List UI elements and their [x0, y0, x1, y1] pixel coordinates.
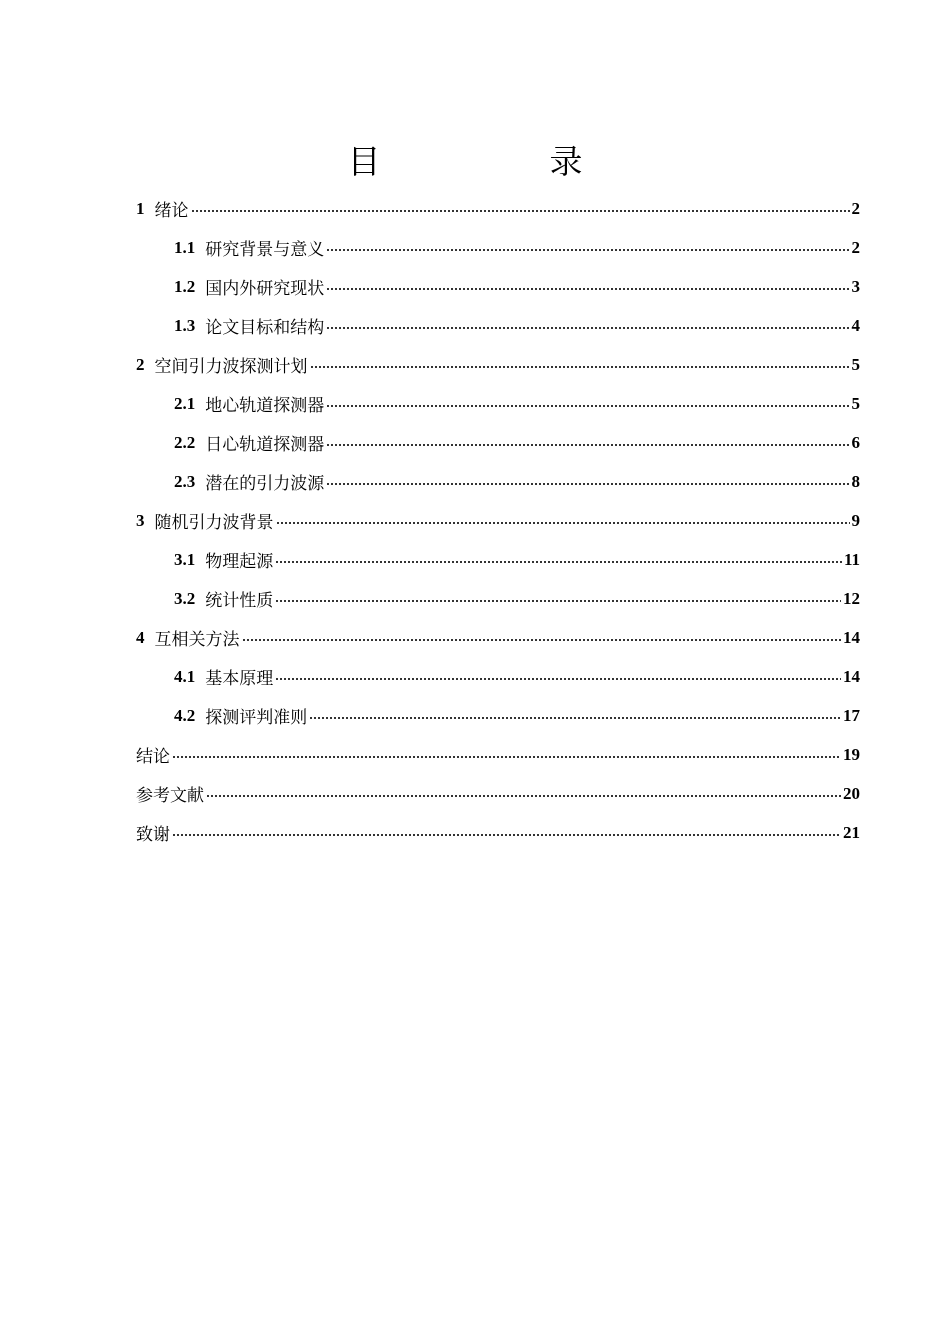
toc-entry-number: 1 — [136, 198, 145, 218]
toc-entry-page-number: 9 — [851, 510, 860, 530]
toc-dot-leader — [275, 593, 841, 609]
toc-entry-number: 1.2 — [174, 276, 196, 296]
toc-entry[interactable] — [136, 813, 860, 852]
toc-entry[interactable] — [136, 540, 860, 579]
toc-entry-number: 4.2 — [174, 705, 196, 725]
toc-entry[interactable] — [136, 306, 860, 345]
toc-entry-title: 基本原理 — [205, 669, 274, 689]
toc-entry-page-number: 6 — [851, 432, 860, 452]
toc-entry-number: 2.2 — [174, 432, 196, 452]
toc-entry-page-number: 8 — [851, 471, 860, 491]
toc-dot-leader — [326, 476, 849, 492]
toc-entry-page-number: 17 — [843, 705, 860, 725]
toc-entry-title: 物理起源 — [205, 552, 274, 572]
toc-entry-page-number: 2 — [851, 237, 860, 257]
toc-entry-number: 4 — [136, 627, 145, 647]
toc-entry-number: 4.1 — [174, 666, 196, 686]
toc-entry-page-number: 14 — [843, 666, 860, 686]
toc-dot-leader — [275, 671, 841, 687]
toc-entry[interactable] — [136, 267, 860, 306]
toc-dot-leader — [172, 827, 841, 843]
toc-entry[interactable] — [136, 423, 860, 462]
toc-entry[interactable] — [136, 501, 860, 540]
toc-entry[interactable] — [136, 735, 860, 774]
toc-entry-page-number: 20 — [843, 783, 860, 803]
toc-entry-page-number: 19 — [843, 744, 860, 764]
toc-entry-title: 统计性质 — [205, 591, 274, 611]
toc-dot-leader — [309, 710, 841, 726]
toc-entry[interactable] — [136, 462, 860, 501]
toc-entry[interactable] — [136, 696, 860, 735]
toc-entry-title: 日心轨道探测器 — [205, 435, 325, 455]
toc-entry-page-number: 21 — [843, 822, 860, 842]
toc-entry-number: 2.3 — [174, 471, 196, 491]
toc-entry-title: 结论 — [136, 747, 170, 767]
toc-dot-leader — [191, 203, 850, 219]
toc-dot-leader — [172, 749, 841, 765]
toc-entry-title: 随机引力波背景 — [154, 513, 274, 533]
toc-entry-title: 潜在的引力波源 — [205, 474, 325, 494]
toc-dot-leader — [276, 515, 850, 531]
toc-entry-number: 3 — [136, 510, 145, 530]
toc-entry-page-number: 3 — [851, 276, 860, 296]
toc-entry-page-number: 4 — [851, 315, 860, 335]
toc-entry-title: 互相关方法 — [154, 630, 240, 650]
toc-entry-title: 绪论 — [154, 201, 189, 221]
toc-dot-leader — [326, 242, 849, 258]
toc-list — [136, 189, 860, 852]
toc-entry-title: 国内外研究现状 — [205, 279, 325, 299]
toc-entry-number: 1.3 — [174, 315, 196, 335]
toc-entry-number: 1.1 — [174, 237, 196, 257]
toc-entry-number: 3.2 — [174, 588, 196, 608]
toc-entry[interactable] — [136, 618, 860, 657]
toc-entry[interactable] — [136, 579, 860, 618]
toc-entry-page-number: 12 — [843, 588, 860, 608]
toc-title: 目 录 — [347, 142, 651, 181]
toc-entry[interactable] — [136, 228, 860, 267]
toc-entry[interactable] — [136, 345, 860, 384]
toc-entry[interactable] — [136, 189, 860, 228]
toc-entry-title: 参考文献 — [136, 786, 204, 806]
toc-entry[interactable] — [136, 774, 860, 813]
toc-entry-title: 空间引力波探测计划 — [154, 357, 308, 377]
toc-entry[interactable] — [136, 657, 860, 696]
toc-entry-title: 致谢 — [136, 825, 170, 845]
toc-dot-leader — [275, 554, 842, 570]
toc-entry-page-number: 5 — [851, 354, 860, 374]
toc-dot-leader — [206, 788, 841, 804]
toc-entry-title: 论文目标和结构 — [205, 318, 325, 338]
toc-entry-title: 研究背景与意义 — [205, 240, 325, 260]
toc-dot-leader — [326, 281, 849, 297]
toc-dot-leader — [326, 320, 849, 336]
toc-entry-page-number: 11 — [843, 549, 860, 569]
toc-entry-number: 2 — [136, 354, 145, 374]
toc-entry-page-number: 14 — [843, 627, 860, 647]
toc-dot-leader — [326, 398, 849, 414]
toc-dot-leader — [326, 437, 849, 453]
toc-entry-page-number: 5 — [851, 393, 860, 413]
toc-entry-title: 探测评判准则 — [205, 708, 308, 728]
toc-entry-number: 3.1 — [174, 549, 196, 569]
toc-dot-leader — [310, 359, 850, 375]
toc-entry-title: 地心轨道探测器 — [205, 396, 325, 416]
toc-entry-page-number: 2 — [851, 198, 860, 218]
toc-dot-leader — [242, 632, 842, 648]
toc-entry[interactable] — [136, 384, 860, 423]
toc-entry-number: 2.1 — [174, 393, 196, 413]
